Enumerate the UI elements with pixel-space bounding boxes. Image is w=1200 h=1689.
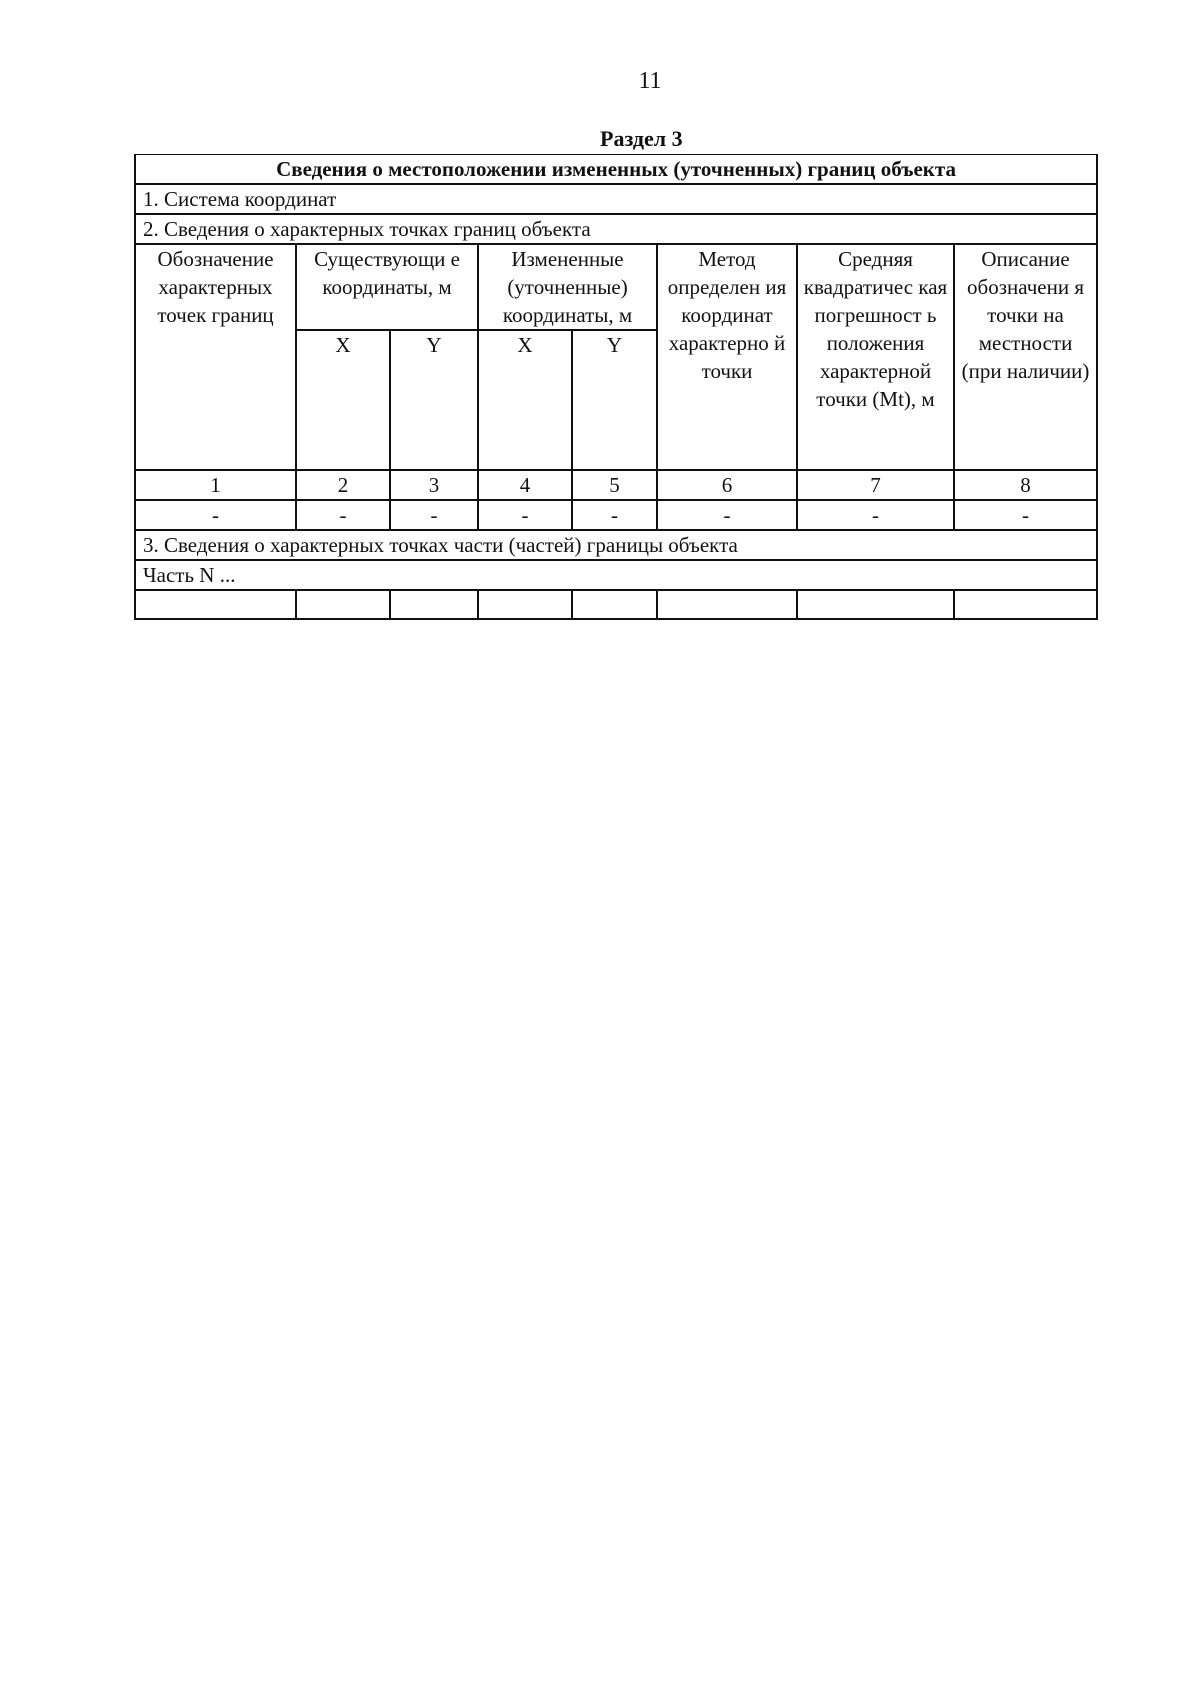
column-number-cell: 8 <box>954 470 1097 500</box>
boundary-points-table <box>134 154 1098 620</box>
coordinate-system-row: 1. Система координат <box>135 184 1097 214</box>
section-label: Раздел 3 <box>600 126 683 151</box>
data-cell: - <box>797 500 954 530</box>
empty-row <box>135 590 1097 619</box>
header-existing-x: X <box>296 330 390 470</box>
part-label: Часть N ... <box>135 560 1097 590</box>
page-number: 11 <box>638 68 662 94</box>
data-cell: - <box>135 500 296 530</box>
header-changed-y: Y <box>572 330 657 470</box>
data-cell: - <box>657 500 797 530</box>
header-mean-square-error: Средняя квадратичес кая погрешност ь положения характерной точки (Mt), м <box>797 244 954 470</box>
header-point-description: Описание обозначени я точки на местности (при наличии) <box>954 244 1097 470</box>
empty-cell <box>296 590 390 619</box>
header-changed-x: X <box>478 330 572 470</box>
data-row <box>135 500 1097 530</box>
header-existing-coordinates: Существующи е координаты, м <box>296 244 478 330</box>
column-number-row <box>135 470 1097 500</box>
part-points-heading: 3. Сведения о характерных точках части (частей) границы объекта <box>135 530 1097 560</box>
header-method: Метод определен ия координат характерно й точки <box>657 244 797 470</box>
header-designation: Обозначение характерных точек границ <box>135 244 296 470</box>
column-number-cell: 3 <box>390 470 478 500</box>
data-cell: - <box>572 500 657 530</box>
column-number-cell: 4 <box>478 470 572 500</box>
header-existing-y: Y <box>390 330 478 470</box>
empty-cell <box>390 590 478 619</box>
data-cell: - <box>390 500 478 530</box>
column-number-cell: 6 <box>657 470 797 500</box>
column-number-cell: 7 <box>797 470 954 500</box>
empty-cell <box>657 590 797 619</box>
empty-cell <box>572 590 657 619</box>
column-number-cell: 2 <box>296 470 390 500</box>
empty-cell <box>135 590 296 619</box>
data-cell: - <box>954 500 1097 530</box>
column-number-cell: 5 <box>572 470 657 500</box>
empty-cell <box>797 590 954 619</box>
empty-cell <box>954 590 1097 619</box>
boundary-points-heading: 2. Сведения о характерных точках границ объекта <box>135 214 1097 244</box>
column-number-cell: 1 <box>135 470 296 500</box>
header-changed-coordinates: Измененные (уточненные) координаты, м <box>478 244 657 330</box>
table-title: Сведения о местоположении измененных (уточненных) границ объекта <box>135 155 1097 185</box>
empty-cell <box>478 590 572 619</box>
data-cell: - <box>478 500 572 530</box>
data-cell: - <box>296 500 390 530</box>
